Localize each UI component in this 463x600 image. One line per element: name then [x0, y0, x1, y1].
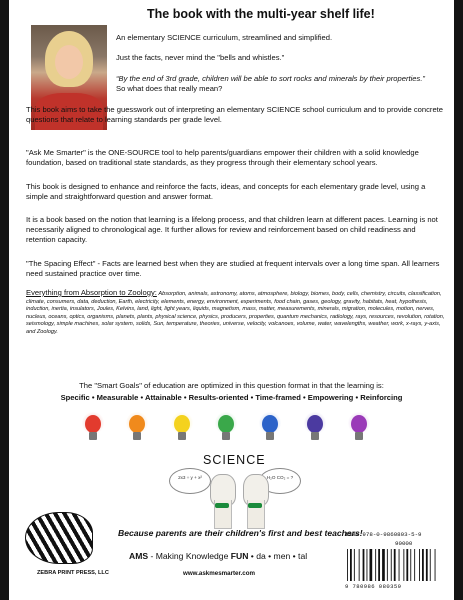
smart-goals-list: Specific • Measurable • Attainable • Results-oriented • Time-framed • Empowering • Reinforcing	[60, 393, 403, 402]
smart-goals-intro: The "Smart Goals" of education are optimized in this question format in that the learning is:	[79, 381, 384, 390]
price-code: 90000	[395, 540, 413, 547]
barcode-bar	[406, 549, 408, 581]
smart-goal: Specific	[60, 393, 90, 402]
lightbulb-icon	[82, 411, 104, 449]
lightbulb-icon	[259, 411, 281, 449]
smart-goal: Attainable	[145, 393, 182, 402]
barcode-bar	[426, 549, 428, 581]
science-terms: Absorption, animals, astronomy, atoms, atmosphere, biology, biomes, body, cells, chemistry, circuits, classification, climate, consumers, data, deduction, Earth, electricity, elements, energy, environment, experiments, food chain, gases, geology, gravity, habitats, heat, hypothesis, induction, inertia, insulators, Joules, Kelvins, land, light, light years, liquids, magnetism, mass, matter, measurements, minerals, migration, molecules, motion, nerves, nucleus, oceans, optics, organisms, planets, plants, physical science, physics, producers, properties, quantum mechanics, radiology, rays, resources, revolution, rotation, seismology, simple machines, solar system, solids, Sun, temperature, theories, universe, velocity, volcanoes, volume, water, wavelengths, weather, work, x-rays, y-axis, and Zoology.	[26, 291, 445, 335]
smart-goal: Measurable	[96, 393, 139, 402]
intro-line-1: An elementary SCIENCE curriculum, streamlined and simplified.	[116, 33, 333, 42]
ask-me-smarter-paragraph: "Ask Me Smarter" is the ONE-SOURCE tool to help parents/guardians empower their children with a solid knowledge foundation, based on traditional state standards, as they progress through their elementary school years.	[26, 148, 419, 168]
barcode-bar	[394, 549, 396, 581]
motto-post: • da • men • tal	[248, 551, 308, 561]
science-label: SCIENCE	[203, 453, 266, 467]
smart-goal: Reinforcing	[360, 393, 403, 402]
designed-paragraph: This book is designed to enhance and reinforce the facts, ideas, and concepts for each elementary grade level, using a simple and straightforward question and answer format.	[26, 182, 426, 202]
barcode-bar	[350, 549, 352, 581]
barcode-number: 9 780986 080359	[345, 583, 402, 590]
motto-ams: AMS	[129, 551, 149, 561]
barcode-bar	[382, 549, 385, 581]
headline: The book with the multi-year shelf life!	[147, 7, 375, 21]
barcode-bar	[354, 549, 355, 581]
left-frame	[0, 0, 9, 600]
barcode-bar	[422, 549, 424, 581]
barcode-bar	[378, 549, 380, 581]
barcode-bar	[363, 549, 365, 581]
smart-goal: Time-framed	[255, 393, 301, 402]
publisher-name: ZEBRA PRINT PRESS, LLC	[37, 570, 109, 576]
isbn: ISBN 978-0-9860803-5-9	[345, 531, 422, 538]
barcode-bar	[410, 549, 411, 581]
right-frame	[454, 0, 463, 600]
tagline: Because parents are their children's first and best teachers!	[118, 528, 363, 538]
spacing-paragraph: "The Spacing Effect" - Facts are learned best when they are studied at frequent intervals over a long time span. All learners need sustained practice over time.	[26, 259, 440, 279]
motto-pre: - Making Knowledge	[148, 551, 231, 561]
lightbulb-icon	[171, 411, 193, 449]
author-face	[55, 45, 83, 79]
barcode-icon	[345, 549, 445, 581]
barcode-bar	[399, 549, 400, 581]
barcode-bar	[387, 549, 388, 581]
everything-section	[26, 289, 446, 337]
barcode-bar	[419, 549, 420, 581]
intro-quote: “By the end of 3rd grade, children will be able to sort rocks and minerals by their properties.”	[116, 74, 425, 83]
intro-line-2: Just the facts, never mind the "bells and whistles."	[116, 53, 285, 62]
barcode-bar	[414, 549, 415, 581]
smart-goal: Empowering	[307, 393, 354, 402]
thought-bubble-right: H₂O CO₂ = ?	[259, 468, 301, 494]
thought-bubble-left: 2x3 ÷ y + x²	[169, 468, 211, 494]
barcode-bar	[435, 549, 436, 581]
alpaca-illustration-right	[235, 470, 275, 530]
barcode-bar	[367, 549, 368, 581]
barcode-bar	[370, 549, 373, 581]
bow-tie-icon	[248, 503, 262, 508]
barcode-bar	[347, 549, 348, 581]
everything-label: Everything from Absorption to Zoology:	[26, 288, 157, 297]
book-back-cover	[9, 0, 454, 600]
lightbulb-icon	[348, 411, 370, 449]
bow-tie-icon	[215, 503, 229, 508]
barcode-bar	[375, 549, 376, 581]
motto	[129, 551, 307, 561]
aims-paragraph: This book aims to take the guesswork out of interpreting an elementary SCIENCE school curriculum and to provide concrete questions that relate to learning standards per grade level.	[26, 105, 444, 125]
lightbulb-icon	[126, 411, 148, 449]
motto-fun: FUN	[230, 551, 249, 561]
lightbulb-row	[71, 411, 381, 453]
barcode-bar	[359, 549, 360, 581]
notion-paragraph: It is a book based on the notion that learning is a lifelong process, and that children learn at different paces. Learning is not necessarily aligned to chronological age. It further allows for review and reinforcement based on child readiness and retention capacity.	[26, 215, 438, 245]
barcode-bar	[391, 549, 392, 581]
website-url[interactable]: www.askmesmarter.com	[183, 570, 255, 577]
lightbulb-icon	[304, 411, 326, 449]
intro-question: So what does that really mean?	[116, 84, 223, 93]
lightbulb-icon	[215, 411, 237, 449]
barcode-bar	[403, 549, 404, 581]
barcode-bar	[430, 549, 431, 581]
smart-goal: Results-oriented	[188, 393, 249, 402]
zebra-logo-icon	[25, 512, 93, 564]
